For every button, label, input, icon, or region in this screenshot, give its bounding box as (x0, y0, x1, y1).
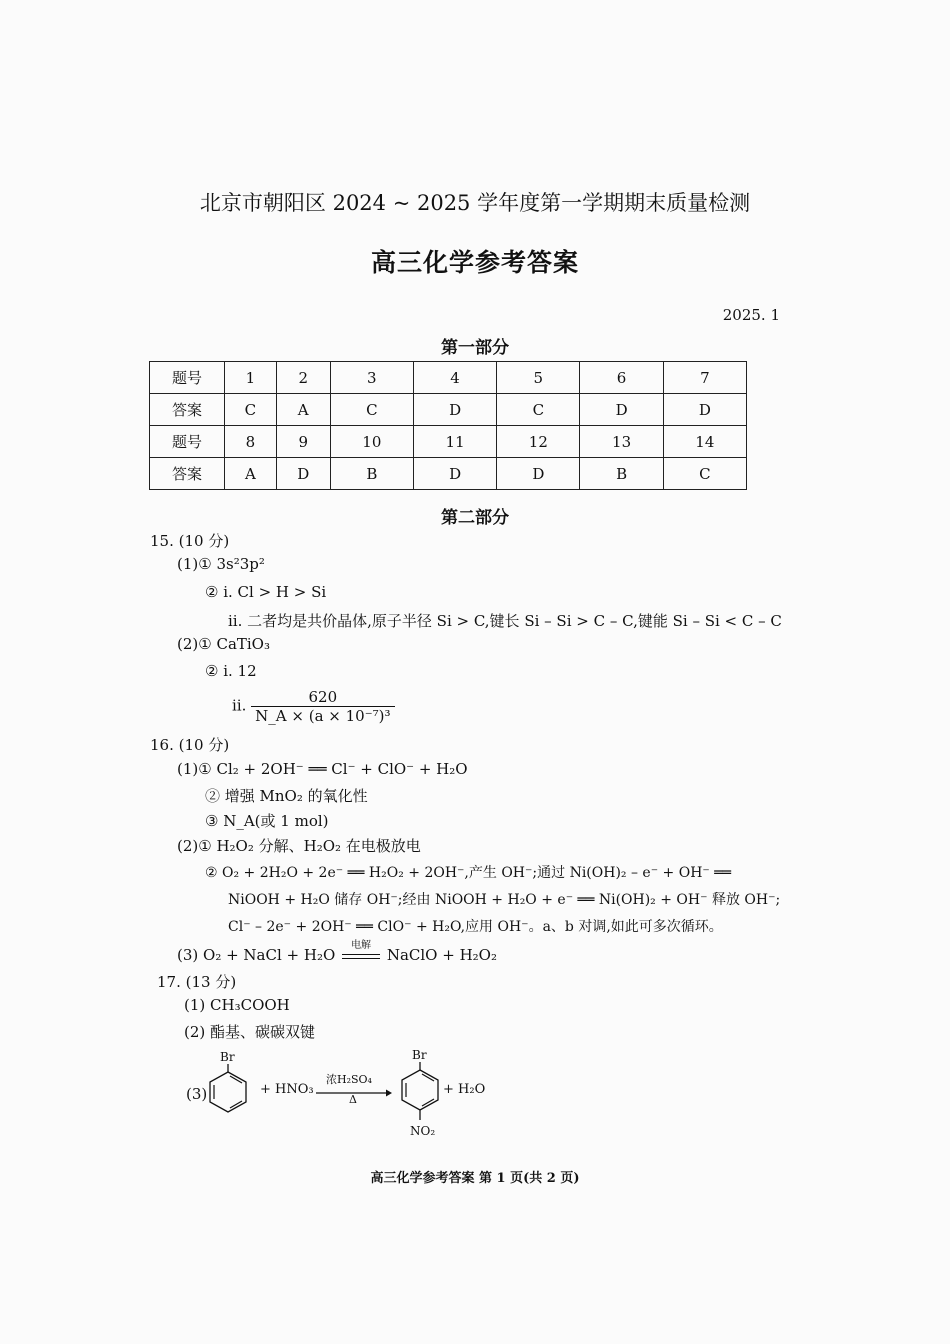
water-product: + H₂O (443, 1082, 486, 1097)
part2-heading: 第二部分 (441, 508, 509, 528)
q16-electrolysis-line (177, 940, 497, 964)
fraction-numerator: 620 (251, 688, 394, 707)
table-cell: 13 (580, 426, 663, 458)
q17-line: (2) 酯基、碳碳双键 (184, 1023, 316, 1041)
table-cell: D (413, 394, 496, 426)
table-cell: A (276, 394, 330, 426)
page-subtitle: 高三化学参考答案 (370, 248, 579, 277)
page-footer: 高三化学参考答案 第 1 页(共 2 页) (370, 1171, 580, 1186)
table-cell: 8 (225, 426, 277, 458)
q15-line: (2)① CaTiO₃ (177, 635, 270, 653)
exam-title: 北京市朝阳区 2024 ~ 2025 学年度第一学期期末质量检测 (199, 191, 751, 215)
nitric-acid-reagent: + HNO₃ (260, 1082, 314, 1097)
table-cell: D (276, 458, 330, 490)
q16-line: (1)① Cl₂ + 2OH⁻ ══ Cl⁻ + ClO⁻ + H₂O (177, 760, 468, 778)
table-cell: D (580, 394, 663, 426)
table-cell: 2 (276, 362, 330, 394)
q15-line: ② ⅰ. 12 (205, 662, 257, 680)
q15-fraction-prefix: ⅱ. (232, 696, 247, 715)
products: NaClO + H₂O₂ (386, 946, 497, 964)
bromobenzene-ring (206, 1064, 250, 1116)
q15-heading: 15. (10 分) (150, 532, 230, 550)
q17-line: (1) CH₃COOH (184, 996, 290, 1014)
fraction-denominator: N_A × (a × 10⁻⁷)³ (255, 707, 391, 725)
double-line-top (342, 954, 380, 955)
nitrobromobenzene-ring (398, 1062, 442, 1130)
table-row (150, 394, 747, 426)
table-cell: A (225, 458, 277, 490)
table-cell: B (580, 458, 663, 490)
table-cell: 11 (413, 426, 496, 458)
table-cell: 10 (330, 426, 413, 458)
table-cell: B (330, 458, 413, 490)
part1-heading: 第一部分 (441, 338, 509, 358)
electrolysis-arrow (340, 940, 382, 964)
q16-line: NiOOH + H₂O 储存 OH⁻;经由 NiOOH + H₂O + e⁻ ══ Ni(OH)₂ + OH⁻ 释放 OH⁻; (228, 892, 781, 908)
table-cell: 7 (663, 362, 746, 394)
table-cell: C (225, 394, 277, 426)
reaction-condition-top: 浓H₂SO₄ (326, 1073, 372, 1086)
table-cell: C (663, 458, 746, 490)
row-label: 答案 (150, 458, 225, 490)
q16-line: ② O₂ + 2H₂O + 2e⁻ ══ H₂O₂ + 2OH⁻,产生 OH⁻;通过 Ni(OH)₂ – e⁻ + OH⁻ ══ (205, 865, 732, 881)
q17-heading: 17. (13 分) (157, 973, 237, 991)
table-cell: 3 (330, 362, 413, 394)
q16-heading: 16. (10 分) (150, 736, 230, 754)
table-cell: C (497, 394, 580, 426)
bromine-label: Br (412, 1048, 427, 1062)
q15-line: ⅱ. 二者均是共价晶体,原子半径 Si > C,键长 Si – Si > C – C,键能 Si – Si < C – C (228, 612, 782, 630)
table-row (150, 458, 747, 490)
q17-part3-label: (3) (186, 1085, 208, 1103)
row-label: 答案 (150, 394, 225, 426)
table-cell: C (330, 394, 413, 426)
q16-line: (2)① H₂O₂ 分解、H₂O₂ 在电极放电 (177, 837, 421, 855)
bromine-label: Br (220, 1050, 235, 1064)
q16-line: ③ N_A(或 1 mol) (205, 812, 329, 830)
q16-line: Cl⁻ – 2e⁻ + 2OH⁻ ══ ClO⁻ + H₂O,应用 OH⁻。a、b 对调,如此可多次循环。 (228, 919, 723, 935)
q16-line: ② 增强 MnO₂ 的氧化性 (205, 787, 368, 805)
electrolysis-condition: 电解 (351, 940, 372, 951)
nitro-group-label: NO₂ (410, 1124, 436, 1138)
answer-table (149, 361, 747, 490)
row-label: 题号 (150, 426, 225, 458)
q15-line: (1)① 3s²3p² (177, 555, 265, 573)
double-line-bottom (342, 958, 380, 959)
table-cell: 12 (497, 426, 580, 458)
table-cell: D (663, 394, 746, 426)
table-cell: 6 (580, 362, 663, 394)
exam-date: 2025. 1 (722, 306, 780, 324)
reactants: (3) O₂ + NaCl + H₂O (177, 946, 336, 964)
q15-fraction-line (232, 688, 395, 725)
table-row (150, 362, 747, 394)
table-row (150, 426, 747, 458)
table-cell: D (413, 458, 496, 490)
table-cell: 4 (413, 362, 496, 394)
row-label: 题号 (150, 362, 225, 394)
table-cell: 14 (663, 426, 746, 458)
table-cell: D (497, 458, 580, 490)
table-cell: 1 (225, 362, 277, 394)
fraction (251, 688, 394, 725)
table-cell: 5 (497, 362, 580, 394)
q15-line: ② ⅰ. Cl > H > Si (205, 583, 327, 601)
reaction-condition-bottom: Δ (349, 1093, 357, 1106)
table-cell: 9 (276, 426, 330, 458)
